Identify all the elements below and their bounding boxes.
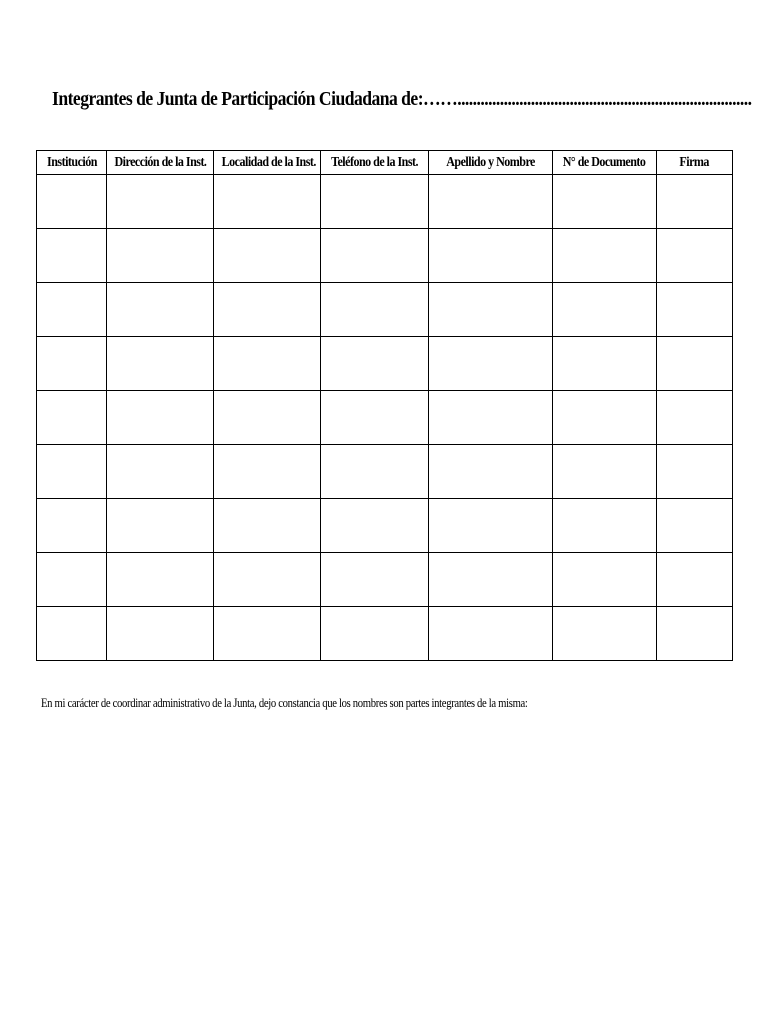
column-header-documento: N° de Documento bbox=[553, 151, 657, 175]
column-header-direccion: Dirección de la Inst. bbox=[107, 151, 214, 175]
cell-documento[interactable] bbox=[553, 553, 657, 607]
cell-localidad[interactable] bbox=[214, 391, 321, 445]
cell-firma[interactable] bbox=[657, 391, 733, 445]
cell-telefono[interactable] bbox=[321, 607, 429, 661]
cell-direccion[interactable] bbox=[107, 499, 214, 553]
table-row bbox=[37, 175, 733, 229]
cell-telefono[interactable] bbox=[321, 229, 429, 283]
cell-localidad[interactable] bbox=[214, 445, 321, 499]
cell-firma[interactable] bbox=[657, 607, 733, 661]
table-header-row bbox=[37, 151, 733, 175]
cell-institucion[interactable] bbox=[37, 553, 107, 607]
column-header-localidad: Localidad de la Inst. bbox=[214, 151, 321, 175]
table-row bbox=[37, 337, 733, 391]
cell-documento[interactable] bbox=[553, 283, 657, 337]
cell-documento[interactable] bbox=[553, 337, 657, 391]
cell-documento[interactable] bbox=[553, 445, 657, 499]
cell-institucion[interactable] bbox=[37, 229, 107, 283]
cell-telefono[interactable] bbox=[321, 553, 429, 607]
column-header-firma: Firma bbox=[657, 151, 733, 175]
table-row bbox=[37, 553, 733, 607]
cell-documento[interactable] bbox=[553, 229, 657, 283]
table-row bbox=[37, 391, 733, 445]
column-header-apellido-nombre: Apellido y Nombre bbox=[429, 151, 553, 175]
cell-documento[interactable] bbox=[553, 391, 657, 445]
cell-firma[interactable] bbox=[657, 499, 733, 553]
cell-firma[interactable] bbox=[657, 553, 733, 607]
cell-telefono[interactable] bbox=[321, 391, 429, 445]
cell-localidad[interactable] bbox=[214, 175, 321, 229]
cell-telefono[interactable] bbox=[321, 337, 429, 391]
cell-apellido-nombre[interactable] bbox=[429, 445, 553, 499]
cell-apellido-nombre[interactable] bbox=[429, 391, 553, 445]
cell-direccion[interactable] bbox=[107, 175, 214, 229]
cell-localidad[interactable] bbox=[214, 553, 321, 607]
cell-documento[interactable] bbox=[553, 607, 657, 661]
cell-institucion[interactable] bbox=[37, 337, 107, 391]
cell-direccion[interactable] bbox=[107, 607, 214, 661]
cell-firma[interactable] bbox=[657, 283, 733, 337]
cell-localidad[interactable] bbox=[214, 283, 321, 337]
cell-apellido-nombre[interactable] bbox=[429, 337, 553, 391]
cell-localidad[interactable] bbox=[214, 229, 321, 283]
cell-institucion[interactable] bbox=[37, 283, 107, 337]
table-row bbox=[37, 499, 733, 553]
cell-direccion[interactable] bbox=[107, 337, 214, 391]
cell-telefono[interactable] bbox=[321, 445, 429, 499]
cell-firma[interactable] bbox=[657, 175, 733, 229]
members-table bbox=[36, 150, 733, 661]
cell-direccion[interactable] bbox=[107, 445, 214, 499]
table-row bbox=[37, 445, 733, 499]
column-header-telefono: Teléfono de la Inst. bbox=[321, 151, 429, 175]
cell-institucion[interactable] bbox=[37, 175, 107, 229]
cell-firma[interactable] bbox=[657, 229, 733, 283]
cell-telefono[interactable] bbox=[321, 175, 429, 229]
cell-apellido-nombre[interactable] bbox=[429, 607, 553, 661]
cell-firma[interactable] bbox=[657, 445, 733, 499]
cell-telefono[interactable] bbox=[321, 283, 429, 337]
cell-direccion[interactable] bbox=[107, 391, 214, 445]
cell-direccion[interactable] bbox=[107, 229, 214, 283]
table-row bbox=[37, 283, 733, 337]
column-header-institucion: Institución bbox=[37, 151, 107, 175]
cell-direccion[interactable] bbox=[107, 553, 214, 607]
cell-institucion[interactable] bbox=[37, 445, 107, 499]
page-title: Integrantes de Junta de Participación Ciudadana de:……............................................................................ bbox=[52, 88, 752, 110]
cell-apellido-nombre[interactable] bbox=[429, 499, 553, 553]
cell-localidad[interactable] bbox=[214, 337, 321, 391]
cell-apellido-nombre[interactable] bbox=[429, 553, 553, 607]
cell-institucion[interactable] bbox=[37, 499, 107, 553]
table-row bbox=[37, 229, 733, 283]
cell-direccion[interactable] bbox=[107, 283, 214, 337]
cell-localidad[interactable] bbox=[214, 607, 321, 661]
cell-apellido-nombre[interactable] bbox=[429, 229, 553, 283]
table-row bbox=[37, 607, 733, 661]
cell-institucion[interactable] bbox=[37, 391, 107, 445]
cell-apellido-nombre[interactable] bbox=[429, 175, 553, 229]
cell-institucion[interactable] bbox=[37, 607, 107, 661]
cell-telefono[interactable] bbox=[321, 499, 429, 553]
cell-documento[interactable] bbox=[553, 499, 657, 553]
cell-firma[interactable] bbox=[657, 337, 733, 391]
cell-apellido-nombre[interactable] bbox=[429, 283, 553, 337]
table-body bbox=[37, 175, 733, 661]
cell-documento[interactable] bbox=[553, 175, 657, 229]
cell-localidad[interactable] bbox=[214, 499, 321, 553]
footer-statement: En mi carácter de coordinar administrativo de la Junta, dejo constancia que los nombres son partes integrantes de la misma: bbox=[41, 695, 528, 710]
